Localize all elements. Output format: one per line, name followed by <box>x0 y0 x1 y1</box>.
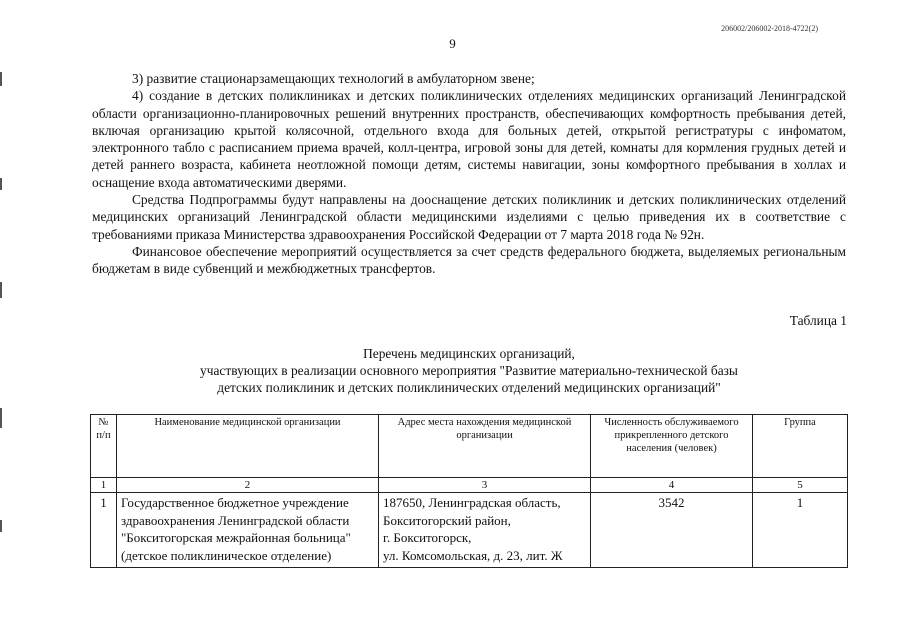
scan-edge-mark <box>0 72 2 86</box>
column-number-row <box>91 478 848 493</box>
population-value: 3542 <box>591 493 753 568</box>
column-number: 1 <box>91 478 117 493</box>
paragraph: 3) развитие стационарзамещающих технологий в амбулаторном звене; <box>132 71 535 86</box>
table-title <box>92 345 846 396</box>
column-number: 3 <box>379 478 591 493</box>
address-line: 187650, Ленинградская область, <box>383 495 561 510</box>
paragraph: Средства Подпрограммы будут направлены на дооснащение детских поликлиник и детских поликлинических отделений медицинских организаций Ленинградской области медицинскими изделиями с целью приведения их в соответствие с требованиями приказа Министерства здравоохранения Российской Федерации от 7 марта 2018 года № 92н. <box>92 192 846 242</box>
body-text <box>92 70 846 278</box>
group-value: 1 <box>753 493 848 568</box>
scan-edge-mark <box>0 520 2 532</box>
table-title-line: детских поликлиник и детских поликлинических отделений медицинских организаций" <box>217 380 721 395</box>
paragraph: Финансовое обеспечение мероприятий осуществляется за счет средств федерального бюджета, выделяемых региональным бюджетам в виде субвенций и межбюджетных трансфертов. <box>92 243 846 277</box>
address-line: ул. Комсомольская, д. 23, лит. Ж <box>383 547 563 563</box>
page-number: 9 <box>449 36 456 51</box>
document-id: 206002/206002-2018-4722(2) <box>721 24 818 33</box>
table-caption: Таблица 1 <box>789 313 847 328</box>
organization-name-line: Государственное бюджетное учреждение <box>121 495 349 510</box>
row-number: 1 <box>91 493 117 568</box>
column-number: 2 <box>117 478 379 493</box>
table-title-line: Перечень медицинских организаций, <box>363 346 575 361</box>
scan-edge-mark <box>0 178 2 190</box>
column-number: 4 <box>591 478 753 493</box>
header-cell-group: Группа <box>753 415 848 478</box>
column-number: 5 <box>753 478 848 493</box>
organization-name-line: (детское поликлиническое отделение) <box>121 547 332 563</box>
organizations-table <box>90 414 848 568</box>
paragraph: 4) создание в детских поликлиниках и детских поликлинических отделениях медицинских организаций Ленинградской области организационно-планировочных решений внутренних пространств, обеспечивающих комфортность пребывания детей, включая организацию крытой колясочной, отдельного входа для больных детей, открытой регистратуры с инфоматом, электронного табло с расписанием приема врачей, колл-центра, игровой зоны для детей, комнаты для кормления грудных детей и детей раннего возраста, кабинета неотложной помощи детям, системы навигации, зоны комфортного пребывания в холлах и оснащение входа автоматическими дверями. <box>92 88 846 190</box>
scan-edge-mark <box>0 408 2 428</box>
table-title-line: участвующих в реализации основного мероприятия "Развитие материально-технической базы <box>200 363 738 378</box>
table-row <box>91 493 848 568</box>
organization-name-line: "Бокситогорская межрайонная больница" <box>121 530 351 545</box>
organization-name-line: здравоохранения Ленинградской области <box>121 512 350 528</box>
organization-name <box>117 493 379 568</box>
address-line: г. Бокситогорск, <box>383 530 472 545</box>
organization-address <box>379 493 591 568</box>
header-cell-name: Наименование медицинской организации <box>117 415 379 478</box>
header-cell-number: № п/п <box>91 415 117 478</box>
header-cell-address: Адрес места нахождения медицинской организации <box>379 415 591 478</box>
table-header-row <box>91 415 848 478</box>
address-line: Бокситогорский район, <box>383 512 511 528</box>
scan-edge-mark <box>0 282 2 298</box>
header-cell-population: Численность обслуживаемого прикрепленного детского населения (человек) <box>591 415 753 478</box>
